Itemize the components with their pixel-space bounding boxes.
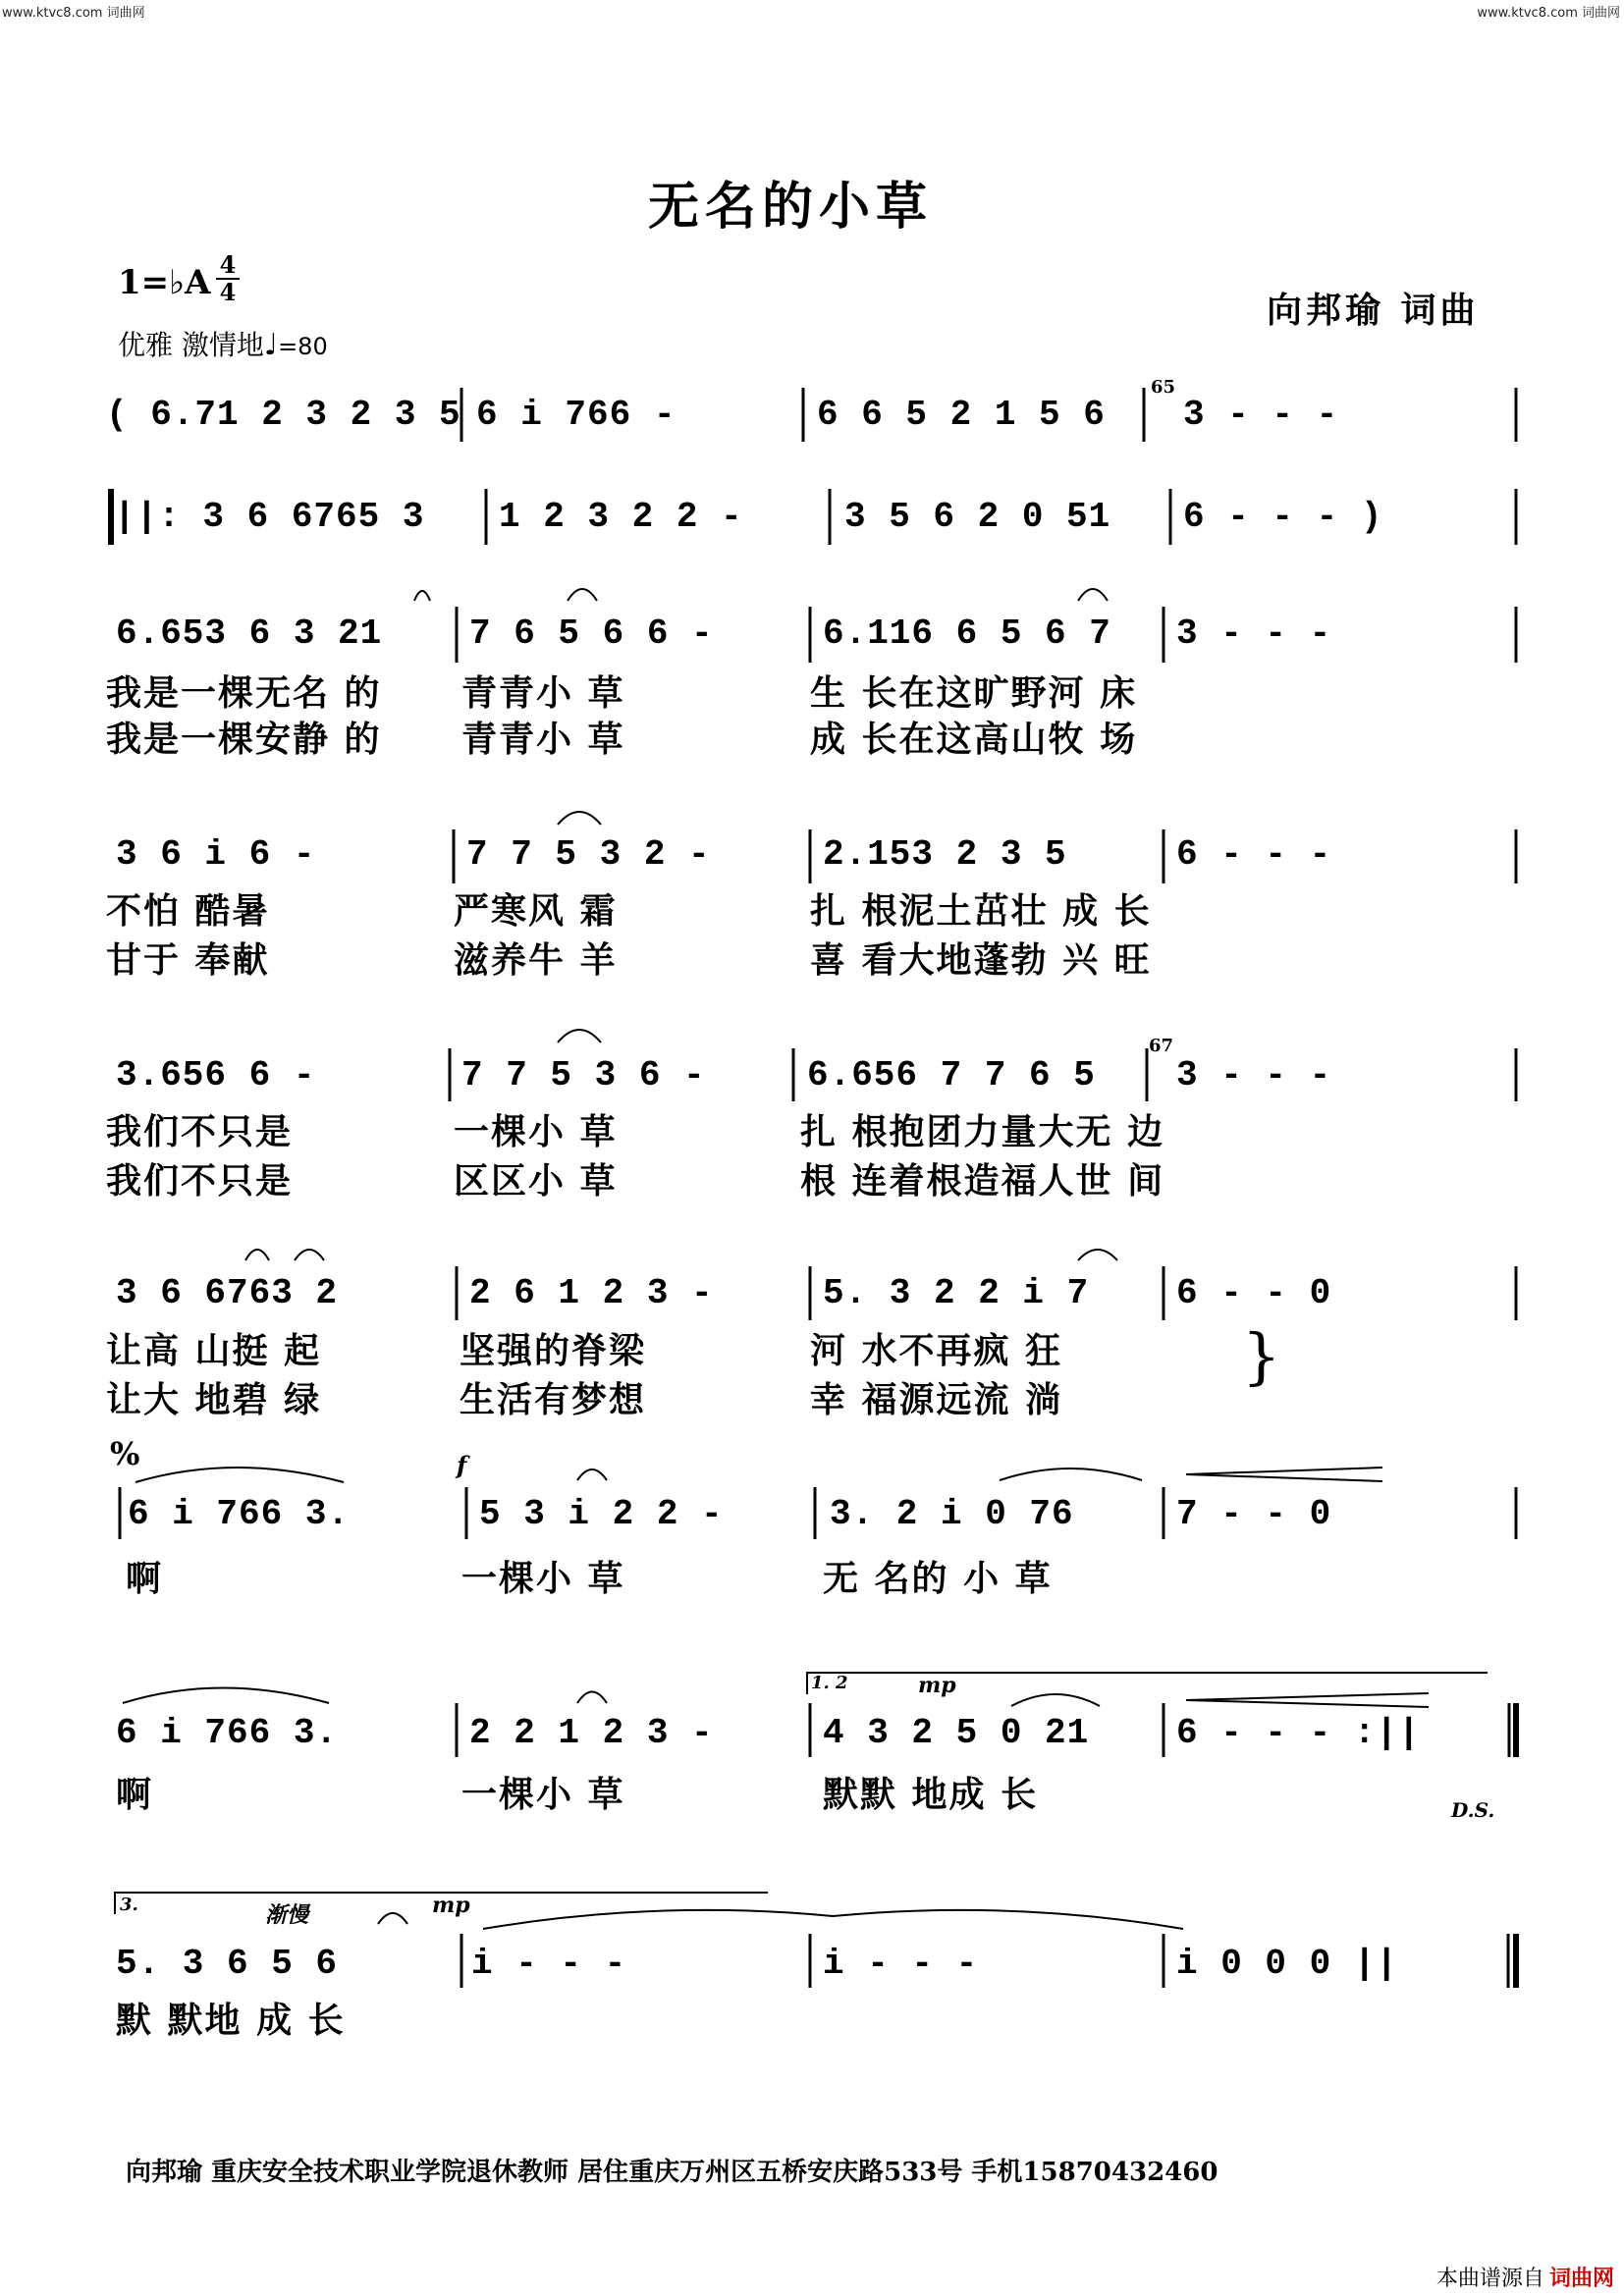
row7-measure3: 3. 2 i 0 76 xyxy=(830,1494,1074,1534)
row1-measure3: 6 6 5 2 1 5 6 xyxy=(817,395,1106,435)
row5-lyric1-c: 扎 根抱团力量大无 边 xyxy=(800,1111,1165,1152)
row7-lyric-b: 一棵小 草 xyxy=(461,1558,625,1599)
row7-measure1: 6 i 766 3. xyxy=(128,1494,351,1534)
row8-lyric-c: 默默 地成 长 xyxy=(823,1774,1039,1815)
row9-measure2: i - - - xyxy=(471,1944,627,1984)
row6-measure2: 2 6 1 2 3 - xyxy=(469,1273,714,1313)
row6-lyric1-b: 坚强的脊梁 xyxy=(460,1330,647,1371)
row4-lyric2-a: 甘于 奉献 xyxy=(106,939,270,981)
composer-credit: 向邦瑜 词曲 xyxy=(1267,290,1480,331)
row8-measure3: 4 3 2 5 0 21 xyxy=(823,1713,1090,1753)
row3-lyric2-b: 青青小 草 xyxy=(461,719,625,760)
row1-measure2: 6 i 766 - xyxy=(476,395,677,435)
song-title: 无名的小草 xyxy=(648,177,934,237)
row2-measure2: 1 2 3 2 2 - xyxy=(499,497,743,537)
header-url-left[interactable]: www.ktvc8.com 词曲网 xyxy=(2,6,145,21)
row4-measure4: 6 - - - xyxy=(1176,834,1332,875)
row1-measure1: ( 6.71 2 3 2 3 5 xyxy=(106,395,461,435)
row6-lyric1-a: 让高 山挺 起 xyxy=(106,1330,322,1371)
row8-lyric-b: 一棵小 草 xyxy=(461,1774,625,1815)
dynamic-mp-1: mp xyxy=(918,1673,956,1698)
grace-note-65: 65 xyxy=(1151,377,1176,398)
row9-measure1: 5. 3 6 5 6 xyxy=(116,1944,339,1984)
row8-measure4: 6 - - - :|| xyxy=(1176,1713,1421,1753)
row5-lyric2-a: 我们不只是 xyxy=(106,1160,294,1201)
dynamic-forte: f xyxy=(457,1451,467,1479)
grace-note-67: 67 xyxy=(1149,1036,1174,1056)
row4-measure1: 3 6 i 6 - xyxy=(116,834,316,875)
segno-sign: % xyxy=(110,1435,140,1472)
row4-lyric2-b: 滋养牛 羊 xyxy=(454,939,618,981)
row5-lyric2-c: 根 连着根造福人世 间 xyxy=(800,1160,1165,1201)
row8-lyric-a: 啊 xyxy=(116,1774,154,1815)
time-signature xyxy=(216,250,240,306)
row3-measure2: 7 6 5 6 6 - xyxy=(469,614,714,654)
row6-measure3: 5. 3 2 2 i 7 xyxy=(823,1273,1090,1313)
row4-lyric1-b: 严寒风 霜 xyxy=(454,890,618,932)
row7-lyric-c: 无 名的 小 草 xyxy=(823,1558,1053,1599)
header-url-right[interactable]: www.ktvc8.com 词曲网 xyxy=(1477,6,1620,21)
source-brand[interactable]: 词曲网 xyxy=(1548,2267,1614,2291)
row5-measure1: 3.656 6 - xyxy=(116,1055,316,1095)
row6-lyric2-c: 幸 福源远流 淌 xyxy=(810,1379,1063,1420)
row8-measure1: 6 i 766 3. xyxy=(116,1713,339,1753)
row5-measure4: 3 - - - xyxy=(1176,1055,1332,1095)
row7-measure2: 5 3 i 2 2 - xyxy=(479,1494,724,1534)
row3-lyric1-b: 青青小 草 xyxy=(461,672,625,714)
row4-lyric2-c: 喜 看大地蓬勃 兴 旺 xyxy=(810,939,1152,981)
row2-measure4: 6 - - - ) xyxy=(1183,497,1383,537)
row6-lyric2-b: 生活有梦想 xyxy=(460,1379,647,1420)
row4-measure3: 2.153 2 3 5 xyxy=(823,834,1067,875)
row3-lyric2-a: 我是一棵安静 的 xyxy=(106,719,382,760)
tempo-text: 优雅 激情地 xyxy=(118,329,264,361)
time-signature-bottom: 4 xyxy=(219,278,237,306)
row3-measure4: 3 - - - xyxy=(1176,614,1332,654)
ritardando-mark: 渐慢 xyxy=(265,1902,309,1928)
volta-3: 3. xyxy=(120,1895,138,1915)
key-signature: 1=♭A xyxy=(118,263,211,302)
row4-measure2: 7 7 5 3 2 - xyxy=(466,834,711,875)
row4-lyric1-a: 不怕 酷暑 xyxy=(106,890,270,932)
row7-measure4: 7 - - 0 xyxy=(1176,1494,1332,1534)
row5-lyric1-a: 我们不只是 xyxy=(106,1111,294,1152)
row1-measure4: 3 - - - xyxy=(1183,395,1339,435)
row4-lyric1-c: 扎 根泥土茁壮 成 长 xyxy=(810,890,1152,932)
row9-lyric: 默 默地 成 长 xyxy=(116,2000,346,2041)
row9-measure3: i - - - xyxy=(823,1944,979,1984)
row6-measure4: 6 - - 0 xyxy=(1176,1273,1332,1313)
row8-measure2: 2 2 1 2 3 - xyxy=(469,1713,714,1753)
row7-lyric-a: 啊 xyxy=(126,1558,164,1599)
row9-measure4: i 0 0 0 || xyxy=(1176,1944,1399,1984)
dal-segno: D.S. xyxy=(1451,1798,1495,1822)
verse-brace: } xyxy=(1242,1320,1281,1392)
source-label: 本曲谱源自 xyxy=(1435,2267,1544,2291)
row6-lyric1-c: 河 水不再疯 狂 xyxy=(810,1330,1063,1371)
quarter-note-icon: ♩ xyxy=(263,328,279,362)
row6-measure1: 3 6 6763 2 xyxy=(116,1273,339,1313)
tempo-marking xyxy=(118,324,328,363)
row5-lyric1-b: 一棵小 草 xyxy=(454,1111,618,1152)
row3-lyric1-c: 生 长在这旷野河 床 xyxy=(810,672,1138,714)
volta-1-2: 1. 2 xyxy=(811,1673,848,1693)
row2-measure3: 3 5 6 2 0 51 xyxy=(844,497,1111,537)
time-signature-top: 4 xyxy=(219,250,237,279)
row3-measure3: 6.116 6 5 6 7 xyxy=(823,614,1111,654)
row6-lyric2-a: 让大 地碧 绿 xyxy=(106,1379,322,1420)
dynamic-mp-2: mp xyxy=(432,1893,470,1918)
row3-measure1: 6.653 6 3 21 xyxy=(116,614,383,654)
row5-measure2: 7 7 5 3 6 - xyxy=(461,1055,706,1095)
tempo-value: =80 xyxy=(278,333,328,360)
row5-measure3: 6.656 7 7 6 5 xyxy=(807,1055,1096,1095)
source-credit[interactable] xyxy=(1436,2262,1614,2292)
row5-lyric2-b: 区区小 草 xyxy=(454,1160,618,1201)
row2-measure1: ||: 3 6 6765 3 xyxy=(114,497,425,537)
row3-lyric2-c: 成 长在这高山牧 场 xyxy=(810,719,1138,760)
author-info: 向邦瑜 重庆安全技术职业学院退休教师 居住重庆万州区五桥安庆路533号 手机15870432460 xyxy=(126,2158,1218,2187)
row3-lyric1-a: 我是一棵无名 的 xyxy=(106,672,382,714)
